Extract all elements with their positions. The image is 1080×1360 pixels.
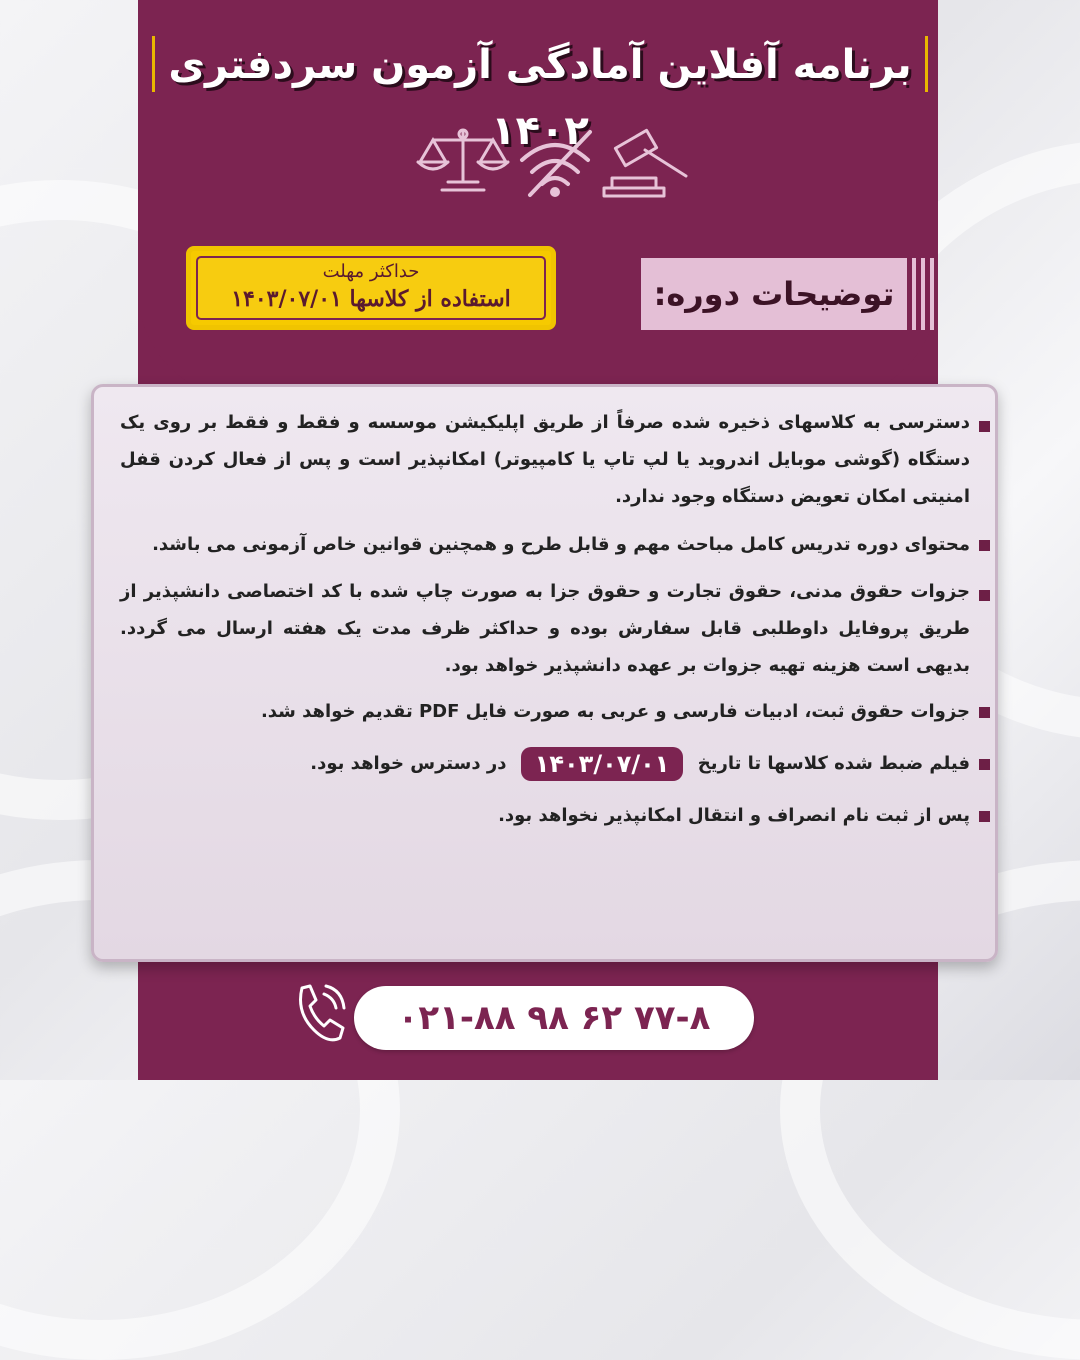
list-item: [120, 404, 990, 515]
list-item-text: جزوات حقوق ثبت، ادبیات فارسی و عربی به صورت فایل PDF تقدیم خواهد شد.: [260, 701, 970, 722]
bullet-icon: [979, 707, 990, 718]
section-label-box: [641, 258, 907, 330]
bullet-icon: [979, 421, 990, 432]
stamp-line-1: حداکثر مهلت: [322, 261, 420, 282]
date-badge: ۱۴۰۳/۰۷/۰۱: [521, 747, 684, 781]
stamp-inner: [196, 256, 546, 320]
bullet-icon: [979, 590, 990, 601]
section-label: توضیحات دوره:: [653, 275, 895, 313]
list-item-text: فیلم ضبط شده کلاسها تا تاریخ: [697, 753, 970, 774]
bullet-icon: [979, 811, 990, 822]
deadline-stamp: [186, 246, 556, 330]
list-item: [120, 690, 990, 734]
description-list: [120, 400, 990, 840]
phone-number[interactable]: ۰۲۱-۸۸ ۹۸ ۶۲ ۷۷-۸: [354, 986, 754, 1050]
list-item-text: در دسترس خواهد بود.: [310, 753, 507, 774]
list-item: [120, 794, 990, 838]
wifi-off-icon: [522, 132, 590, 195]
scales-icon: [418, 130, 508, 190]
bullet-icon: [979, 540, 990, 551]
list-item: [120, 523, 990, 567]
list-item-text: محتوای دوره تدریس کامل مباحث مهم و قابل طرح و همچنین قوانین خاص آزمونی می باشد.: [152, 534, 970, 555]
page-title: برنامه آفلاین آمادگی آزمون سردفتری ۱۴۰۲: [168, 42, 912, 154]
list-item-text: دسترسی به کلاسهای ذخیره شده صرفاً از طریق اپلیکیشن موسسه و فقط و فقط بر روی یک دستگاه (گوشی موبایل اندروید یا لپ تاپ یا کامپیوتر) امکانپذیر است و پس از فعال کردن قفل امنیتی امکان تعویض دستگاه وجود ندارد.: [120, 412, 970, 507]
phone-icon: [288, 980, 348, 1050]
list-item: [120, 742, 990, 786]
gavel-icon: [604, 130, 686, 196]
stamp-line-2: استفاده از کلاسها ۱۴۰۳/۰۷/۰۱: [231, 286, 511, 312]
icon-row: [0, 0, 1080, 240]
list-item-text: جزوات حقوق مدنی، حقوق تجارت و حقوق جزا به صورت چاپ شده با کد اختصاصی دانشپذیر از طریق پروفایل داوطلبی قابل سفارش بوده و حداکثر ظرف مدت یک هفته ارسال می گردد. بدیهی است هزینه تهیه جزوات بر عهده دانشپذیر خواهد بود.: [120, 581, 970, 676]
list-item-text: پس از ثبت نام انصراف و انتقال امکانپذیر نخواهد بود.: [498, 805, 970, 826]
bullet-icon: [979, 759, 990, 770]
list-item: [120, 573, 990, 684]
